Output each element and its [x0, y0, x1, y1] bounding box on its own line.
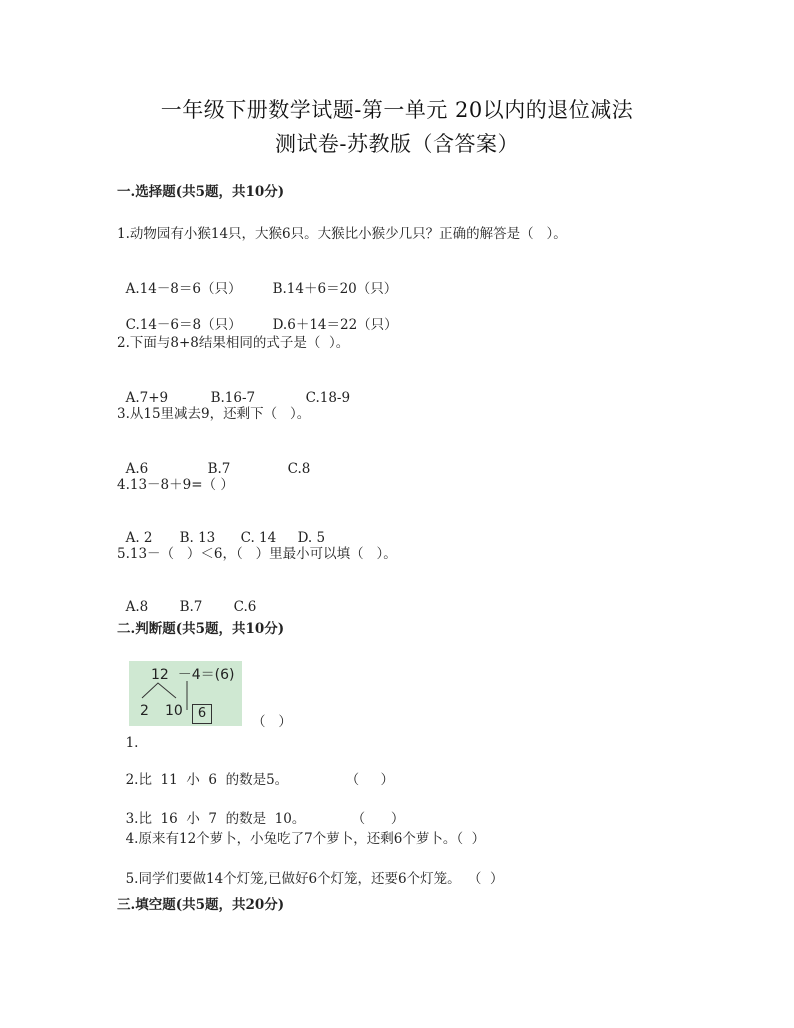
option-a: A. 2	[125, 530, 153, 546]
decomposition-figure	[129, 661, 242, 726]
question-1-options-row2	[117, 298, 398, 334]
section-heading-judgement: 二.判断题(共5题，共10分)	[117, 621, 285, 637]
figure-split-left: 2	[140, 703, 149, 719]
option-d: D.6＋14＝22（只）	[272, 317, 398, 333]
judge-3-text: 3.比 16 小 7 的数是 10。	[125, 811, 306, 827]
option-c: C. 14	[240, 530, 277, 546]
option-b: B. 13	[179, 530, 216, 546]
judge-5-text: 5.同学们要做14个灯笼,已做好6个灯笼，还要6个灯笼。	[125, 871, 461, 887]
question-3: 3.从15里减去9，还剩下（ ）。	[117, 406, 311, 422]
figure-boxed-answer: 6	[192, 704, 212, 724]
option-b: B.16-7	[210, 390, 256, 406]
question-1-options-row1	[117, 262, 397, 298]
option-c: C.6	[233, 599, 257, 615]
judge-1	[117, 716, 138, 752]
judge-1-paren: （ ）	[252, 714, 292, 730]
question-2: 2.下面与8+8结果相同的式子是（ ）。	[117, 335, 350, 351]
page-title-line1: 一年级下册数学试题-第一单元 20以内的退位减法	[160, 98, 634, 122]
judge-5	[117, 852, 503, 888]
section-heading-choice: 一.选择题(共5题，共10分)	[117, 184, 285, 200]
judge-2-text: 2.比 11 小 6 的数是5。	[125, 772, 289, 788]
option-a: A.7+9	[125, 390, 169, 406]
judge-3-paren: （ ）	[351, 811, 405, 827]
judge-4	[117, 812, 485, 848]
figure-equation: 12 －4＝(6)	[151, 667, 235, 683]
option-c: C.14－6＝8（只）	[125, 317, 242, 333]
judge-2	[117, 753, 394, 789]
option-d: D. 5	[297, 530, 326, 546]
question-4: 4.13－8＋9=（ ）	[117, 477, 234, 493]
judge-4-text: 4.原来有12个萝卜，小兔吃了7个萝卜，还剩6个萝卜。	[125, 831, 457, 847]
question-3-options	[117, 442, 310, 478]
option-b: B.14＋6＝20（只）	[272, 281, 398, 297]
question-1: 1.动物园有小猴14只，大猴6只。大猴比小猴少几只？正确的解答是（ ）。	[117, 226, 567, 242]
question-5-options	[117, 580, 256, 616]
option-b: B.7	[207, 461, 231, 477]
section-heading-fill: 三.填空题(共5题，共20分)	[117, 897, 285, 913]
option-a: A.6	[125, 461, 149, 477]
page-title-line2: 测试卷-苏教版（含答案）	[274, 132, 520, 156]
figure-split-right: 10	[165, 703, 183, 719]
option-a: A.14－8＝6（只）	[125, 281, 242, 297]
question-2-options	[117, 371, 350, 407]
option-c: C.8	[287, 461, 311, 477]
option-b: B.7	[179, 599, 203, 615]
option-c: C.18-9	[305, 390, 351, 406]
judge-1-number: 1.	[125, 735, 139, 751]
question-5: 5.13－（ ）＜6，（ ）里最小可以填（ ）。	[117, 546, 397, 562]
question-4-options	[117, 511, 325, 547]
judge-4-paren: （ ）	[456, 831, 486, 847]
judge-5-paren: （ ）	[474, 871, 504, 887]
option-a: A.8	[125, 599, 149, 615]
judge-2-paren: （ ）	[345, 772, 395, 788]
